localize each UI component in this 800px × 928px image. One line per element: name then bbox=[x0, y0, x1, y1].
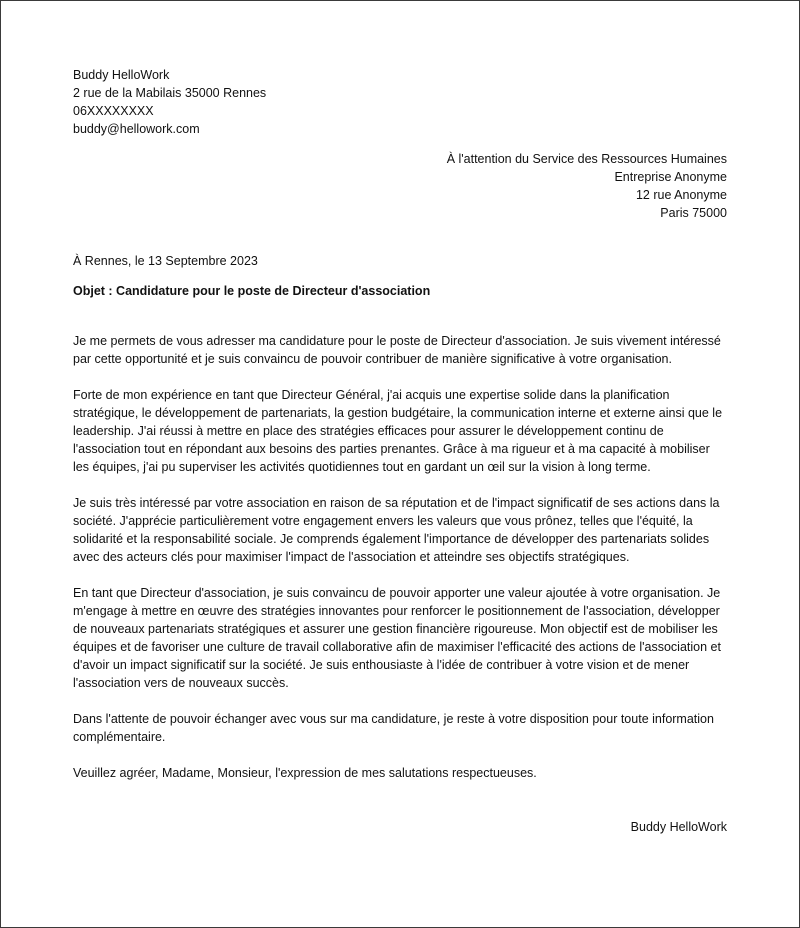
sender-block bbox=[73, 66, 727, 138]
sender-email: buddy@hellowork.com bbox=[73, 122, 200, 136]
sender-address: 2 rue de la Mabilais 35000 Rennes bbox=[73, 86, 267, 100]
closing-paragraph: Veuillez agréer, Madame, Monsieur, l'expression de mes salutations respectueuses. bbox=[73, 766, 537, 780]
body-paragraph: Dans l'attente de pouvoir échanger avec vous sur ma candidature, je reste à votre disposition pour toute information complémentaire. bbox=[73, 712, 714, 744]
body-paragraph: En tant que Directeur d'association, je suis convaincu de pouvoir apporter une valeur ajoutée à votre organisation. Je m'engage à mettre en œuvre des stratégies innovantes pour renforcer le positionnement de l'association, développer de nouveaux partenariats stratégiques et assurer une gestion financière rigoureuse. Mon objectif est de mobiliser les équipes et de favoriser une culture de travail collaborative afin de maximiser l'efficacité des actions de l'association et d'avoir un impact significatif sur la société. Je suis enthousiaste à l'idée de contribuer à votre vision et de mener l'association vers de nouveaux succès. bbox=[73, 586, 721, 690]
sender-name: Buddy HelloWork bbox=[73, 68, 170, 82]
body-paragraph: Forte de mon expérience en tant que Directeur Général, j'ai acquis une expertise solide dans la planification stratégique, le développement de partenariats, la gestion budgétaire, la communication interne et externe ainsi que le leadership. J'ai réussi à mettre en place des stratégies efficaces pour assurer le développement continu de l'association tout en répondant aux besoins des parties prenantes. Grâce à ma rigueur et à ma capacité à mobiliser les équipes, j'ai pu superviser les activités quotidiennes tout en gardant un œil sur la vision à long terme. bbox=[73, 388, 723, 474]
recipient-block bbox=[73, 150, 727, 222]
signature: Buddy HelloWork bbox=[630, 820, 727, 834]
recipient-company: Entreprise Anonyme bbox=[614, 170, 727, 184]
body-paragraph: Je me permets de vous adresser ma candidature pour le poste de Directeur d'association. Je suis vivement intéressé par cette opportunité et je suis convaincu de pouvoir contribuer de manière significative à votre organisation. bbox=[73, 334, 721, 366]
recipient-city: Paris 75000 bbox=[660, 206, 727, 220]
recipient-street: 12 rue Anonyme bbox=[635, 188, 727, 202]
body-paragraph: Je suis très intéressé par votre association en raison de sa réputation et de l'impact significatif de ses actions dans la société. J'apprécie particulièrement votre engagement envers les valeurs que vous prônez, telles que l'équité, la solidarité et la responsabilité sociale. Je comprends également l'importance de développer des partenariats solides avec des acteurs clés pour maximiser l'impact de l'association et atteindre ses objectifs stratégiques. bbox=[73, 496, 720, 564]
recipient-attention: À l'attention du Service des Ressources Humaines bbox=[446, 152, 727, 166]
sender-phone: 06XXXXXXXX bbox=[73, 104, 154, 118]
subject-line: Objet : Candidature pour le poste de Directeur d'association bbox=[73, 284, 431, 298]
letter-body bbox=[73, 332, 727, 782]
date-line: À Rennes, le 13 Septembre 2023 bbox=[73, 254, 258, 268]
